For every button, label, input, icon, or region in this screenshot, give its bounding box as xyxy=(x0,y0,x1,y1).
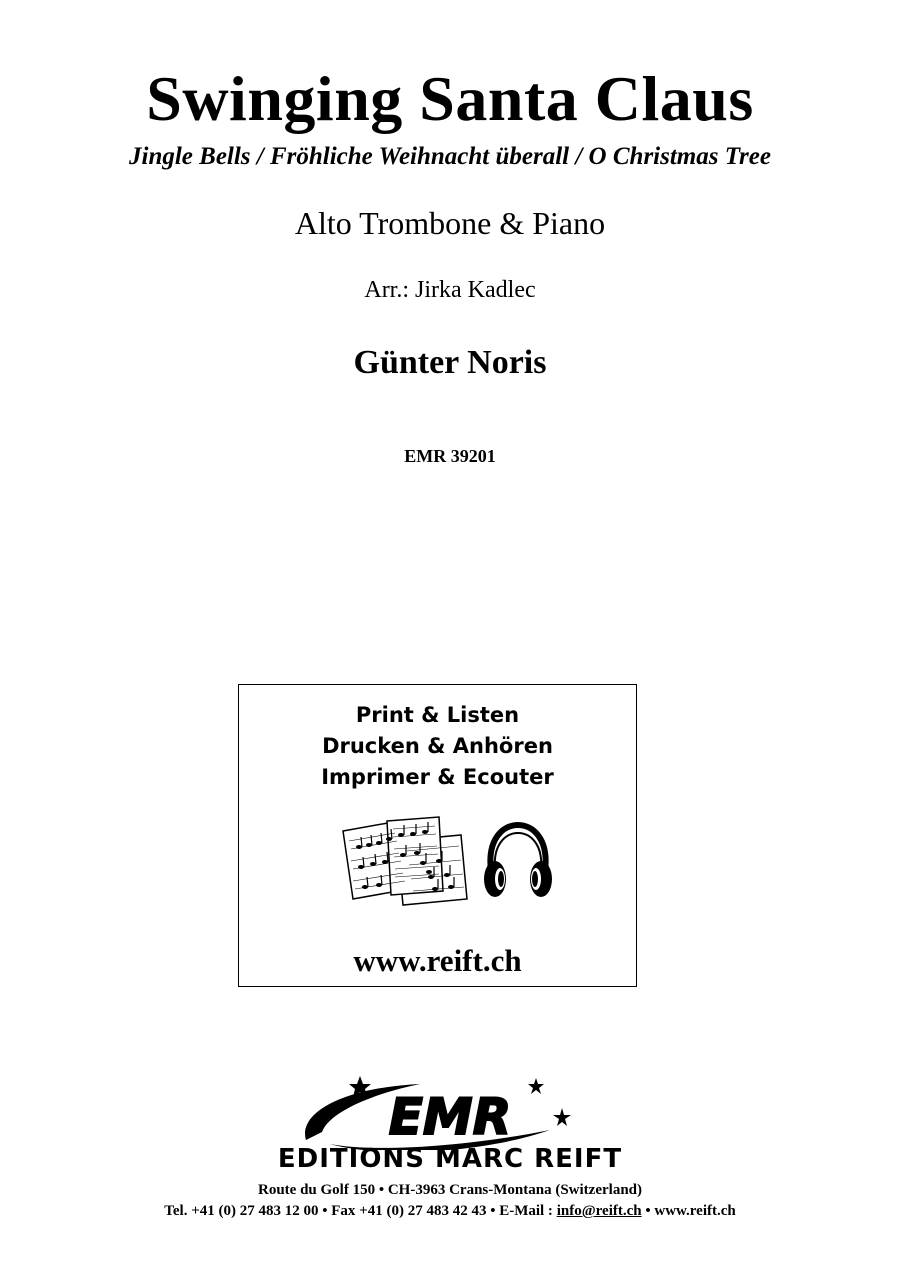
catalog-number: EMR 39201 xyxy=(404,446,496,466)
contact-website[interactable]: • www.reift.ch xyxy=(641,1203,736,1219)
promo-line-german: Drucken & Anhören xyxy=(322,734,553,758)
instrumentation: Alto Trombone & Piano xyxy=(294,205,606,241)
sheet-music-icon xyxy=(339,815,473,909)
svg-text:EMR: EMR xyxy=(388,1088,512,1146)
publisher-address: Route du Golf 150 • CH-3963 Crans-Montana (Switzerland) xyxy=(258,1182,642,1198)
subtitle: Jingle Bells / Fröhliche Weihnacht überall / O Christmas Tree xyxy=(129,143,771,170)
contact-phone-fax: Tel. +41 (0) 27 483 12 00 • Fax +41 (0) 27 483 42 43 • E-Mail : xyxy=(164,1203,557,1219)
print-listen-box[interactable] xyxy=(238,684,637,987)
emr-logo xyxy=(300,1074,590,1150)
promo-line-french: Imprimer & Ecouter xyxy=(321,765,554,789)
title: Swinging Santa Claus xyxy=(146,63,754,134)
email-link[interactable]: info@reift.ch xyxy=(556,1203,642,1219)
promo-url[interactable]: www.reift.ch xyxy=(353,943,522,978)
composer: Günter Noris xyxy=(353,344,547,381)
publisher-contact xyxy=(0,1201,900,1221)
promo-line-english: Print & Listen xyxy=(355,703,520,727)
publisher-name: EDITIONS MARC REIFT xyxy=(277,1144,623,1174)
headphones-icon xyxy=(483,821,553,903)
arranger: Arr.: Jirka Kadlec xyxy=(364,277,536,303)
